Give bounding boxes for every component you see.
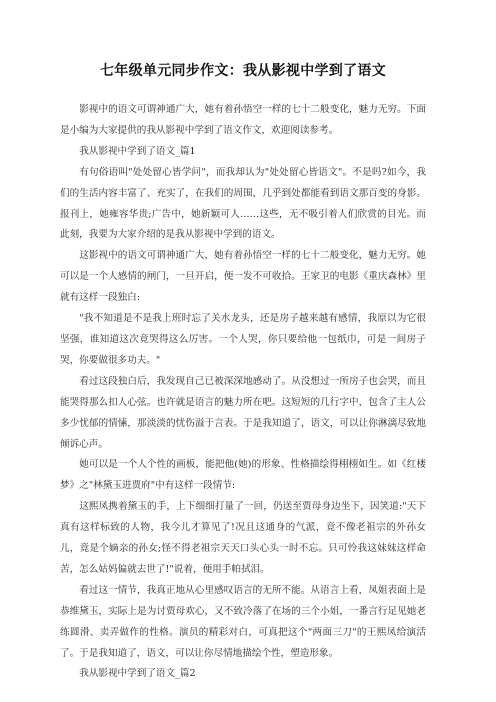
body-paragraph: 看过这一情节，我真正地从心里感叹语言的无所不能。从语言上看，凤姐表面上是恭维黛玉，实际上是为讨贾母欢心，又不致冷落了在场的三个小姐，一番言行足见她老练圆滑、卖弄做作的性格。演员的精彩对白，可真把这个"两面三刀"的王熙凤给演活了。于是我知道了，语文，可以让你尽情地描绘个性，塑造形象。 [60,584,426,659]
body-paragraph: 这影视中的语文可谓神通广大，她有着孙悟空一样的七十二般变化，魅力无穷。她可以是一个人感情的闸门，一旦开启，便一发不可收拾。王家卫的电影《重庆森林》里就有这样一段独白: [60,250,426,304]
body-paragraph: 有句俗语叫"处处留心皆学问"，而我却认为"处处留心皆语文"。不是吗?如今，我们的生活内容丰富了、充实了，在我们的周围，几乎到处都能看到语文那百变的身影。报刊上，她雍容华贵;广告中，她新颖可人……这些，无不吸引着人们欣赏的目光。而此刻，我要为大家介绍的是我从影视中学到的语文。 [60,166,426,241]
body-paragraph: 看过这段独白后，我发现自己已被深深地感动了。从没想过一所房子也会哭，而且能哭得那么扣人心弦。也许就是语言的魅力所在吧。这短短的几行字中，包含了主人公多少忧郁的情愫，那淡淡的忧伤溢于言表。于是我知道了，语文，可以让你淋漓尽致地倾诉心声。 [60,375,426,450]
intro-paragraph: 影视中的语文可谓神通广大，她有着孙悟空一样的七十二般变化，魅力无穷。下面是小编为大家提供的我从影视中学到了语文作文，欢迎阅读参考。 [60,104,426,136]
quote-paragraph: 这熙凤携着黛玉的手，上下细细打量了一回，仍送至贾母身边坐下，因笑道:"天下真有这样标致的人物，我今儿才算见了!况且这通身的气派，竟不像老祖宗的外孙女儿，竟是个嫡亲的孙女;怪不得老祖宗天天口头心头一时不忘。只可怜我这妹妹这样命苦，怎么姑妈偏就去世了!"说着，便用手帕拭泪。 [60,501,426,575]
section-heading-2: 我从影视中学到了语文_篇2 [79,668,196,680]
document-title: 七年级单元同步作文：我从影视中学到了语文 [100,63,386,79]
section-heading-1: 我从影视中学到了语文_篇1 [79,145,196,157]
quote-paragraph: "我不知道是不是我上班时忘了关水龙头，还是房子越来越有感情，我原以为它很坚强，谁知道这次竟哭得这么厉害。一个人哭，你只要给他一包纸巾，可是一间房子哭，你要做很多功夫。" [60,313,426,366]
body-paragraph: 她可以是一个人个性的画板，能把他(她)的形象、性格描绘得栩栩如生。如《红楼梦》之"林黛玉进贾府"中有这样一段情节: [60,459,426,492]
